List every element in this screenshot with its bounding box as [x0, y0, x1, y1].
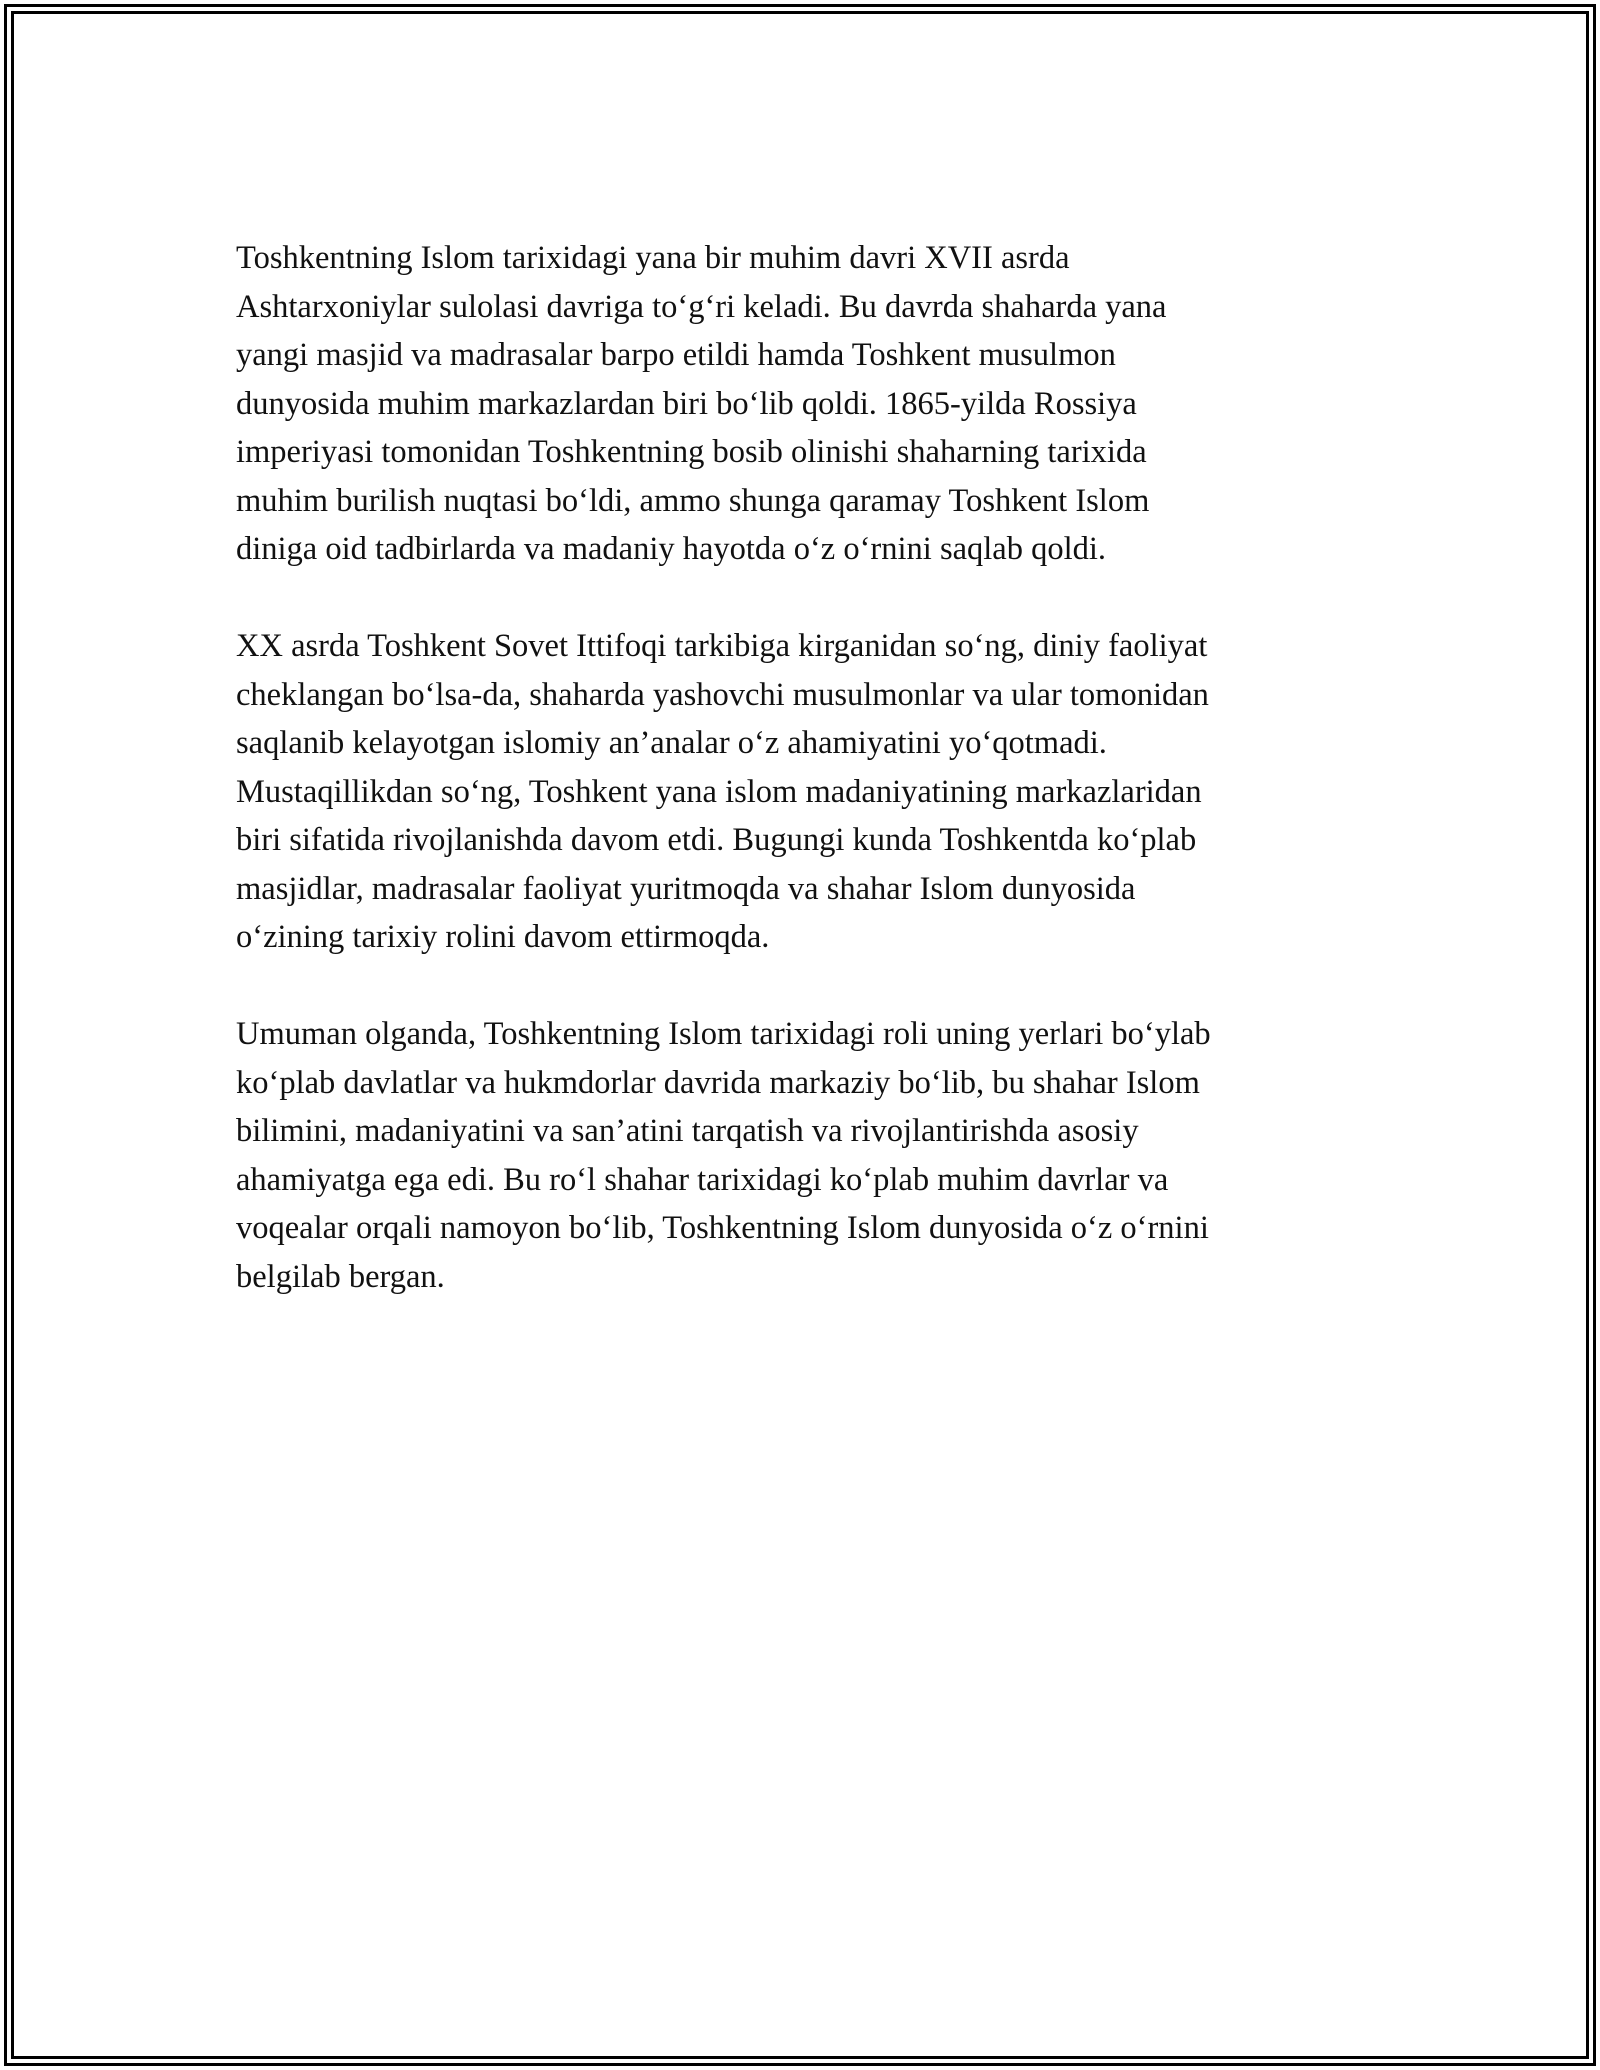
text-line: yangi masjid va madrasalar barpo etildi hamda Toshkent musulmon: [236, 337, 1116, 373]
text-line: Umuman olganda, Toshkentning Islom tarixidagi roli uning yerlari bo‘ylab: [236, 1016, 1211, 1052]
text-line: XX asrda Toshkent Sovet Ittifoqi tarkibiga kirganidan so‘ng, diniy faoliyat: [236, 628, 1208, 664]
text-line: muhim burilish nuqtasi bo‘ldi, ammo shunga qaramay Toshkent Islom: [236, 482, 1150, 519]
text-line: Ashtarxoniylar sulolasi davriga to‘g‘ri keladi. Bu davrda shaharda yana: [236, 288, 1167, 325]
text-line: belgilab bergan.: [236, 1258, 445, 1295]
text-line: ahamiyatga ega edi. Bu ro‘l shahar tarixidagi ko‘plab muhim davrlar va: [236, 1161, 1169, 1198]
text-line: voqealar orqali namoyon bo‘lib, Toshkentning Islom dunyosida o‘z o‘rnini: [236, 1210, 1209, 1246]
text-line: ko‘plab davlatlar va hukmdorlar davrida markaziy bo‘lib, bu shahar Islom: [236, 1064, 1200, 1101]
text-line: o‘zining tarixiy rolini davom ettirmoqda.: [236, 919, 770, 955]
text-line: dunyosida muhim markazlardan biri bo‘lib qoldi. 1865-yilda Rossiya: [236, 385, 1137, 422]
text-line: bilimini, madaniyatini va san’atini tarqatish va rivojlantirishda asosiy: [236, 1113, 1139, 1149]
text-line: biri sifatida rivojlanishda davom etdi. Bugungi kunda Toshkentda ko‘plab: [236, 822, 1197, 858]
document-body: [236, 234, 1354, 1350]
text-line: cheklangan bo‘lsa-da, shaharda yashovchi musulmonlar va ular tomonidan: [236, 676, 1209, 713]
text-line: masjidlar, madrasalar faoliyat yuritmoqda va shahar Islom dunyosida: [236, 870, 1136, 907]
text-line: imperiyasi tomonidan Toshkentning bosib olinishi shaharning tarixida: [236, 434, 1147, 470]
text-line: Mustaqillikdan so‘ng, Toshkent yana islom madaniyatining markazlaridan: [236, 773, 1202, 810]
text-line: diniga oid tadbirlarda va madaniy hayotda o‘z o‘rnini saqlab qoldi.: [236, 531, 1107, 567]
paragraph-3: [236, 1010, 1354, 1301]
paragraph-2: [236, 622, 1354, 962]
paragraph-1: [236, 234, 1354, 574]
text-line: Toshkentning Islom tarixidagi yana bir muhim davri XVII asrda: [236, 240, 1070, 276]
text-line: saqlanib kelayotgan islomiy an’analar o‘z ahamiyatini yo‘qotmadi.: [236, 725, 1107, 761]
